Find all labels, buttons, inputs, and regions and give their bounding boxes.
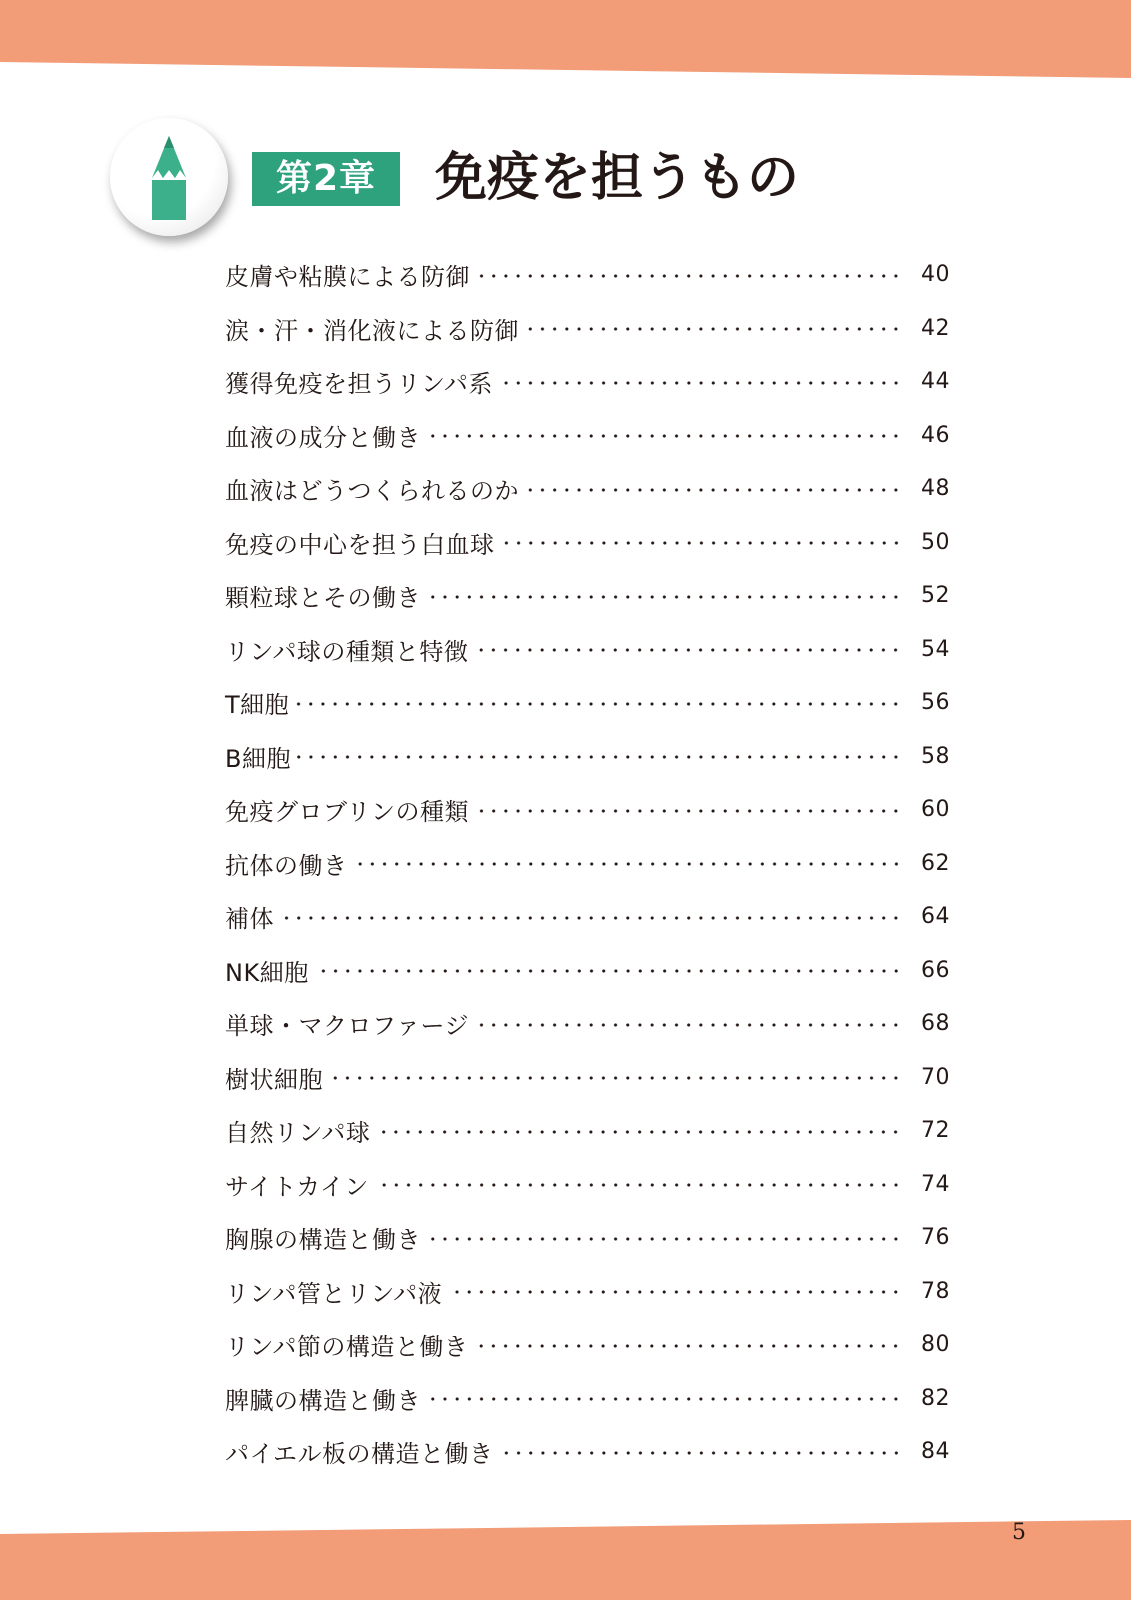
toc-entry-title: 自然リンパ球 bbox=[225, 1119, 371, 1148]
toc-entry[interactable] bbox=[225, 569, 950, 623]
toc-entry-page: 84 bbox=[921, 1439, 950, 1465]
toc-entry[interactable] bbox=[225, 302, 950, 356]
toc-entry[interactable] bbox=[225, 783, 950, 837]
chapter-title: 免疫を担うもの bbox=[435, 148, 800, 208]
toc-entry-page: 56 bbox=[921, 690, 950, 716]
toc-entry-title: 顆粒球とその働き bbox=[225, 584, 421, 613]
toc-dot-leader bbox=[475, 809, 902, 813]
toc-entry[interactable] bbox=[225, 1211, 950, 1265]
toc-entry[interactable] bbox=[225, 409, 950, 463]
toc-entry-page: 44 bbox=[921, 369, 950, 395]
toc-entry-page: 42 bbox=[921, 315, 950, 341]
toc-entry-title: B細胞 bbox=[225, 744, 291, 773]
toc-entry-title: 胸腺の構造と働き bbox=[225, 1226, 421, 1255]
toc-entry-title: サイトカイン bbox=[225, 1172, 369, 1201]
toc-dot-leader bbox=[500, 1451, 902, 1455]
toc-entry[interactable] bbox=[225, 730, 950, 784]
toc-entry[interactable] bbox=[225, 1104, 950, 1158]
toc-entry-page: 60 bbox=[921, 797, 950, 823]
toc-entry-title: 脾臓の構造と働き bbox=[225, 1386, 421, 1415]
toc-dot-leader bbox=[474, 1344, 902, 1348]
toc-dot-leader bbox=[427, 434, 902, 438]
toc-entry[interactable] bbox=[225, 623, 950, 677]
toc-entry[interactable] bbox=[225, 1425, 950, 1479]
top-band bbox=[0, 0, 1131, 80]
toc-entry-title: 樹状細胞 bbox=[225, 1065, 323, 1094]
toc-entry[interactable] bbox=[225, 516, 950, 570]
pencil-icon bbox=[110, 118, 228, 236]
toc-entry-page: 70 bbox=[921, 1064, 950, 1090]
toc-entry-title: 免疫の中心を担う白血球 bbox=[225, 530, 495, 559]
page-number: 5 bbox=[1012, 1520, 1026, 1545]
toc-entry-title: リンパ節の構造と働き bbox=[225, 1333, 469, 1362]
toc-dot-leader bbox=[329, 1076, 902, 1080]
toc-dot-leader bbox=[427, 595, 902, 599]
toc-entry-page: 54 bbox=[921, 636, 950, 662]
toc-entry-title: 抗体の働き bbox=[225, 851, 348, 880]
toc-entry-page: 68 bbox=[921, 1011, 950, 1037]
toc-entry-page: 50 bbox=[921, 529, 950, 555]
toc-dot-leader bbox=[525, 327, 902, 331]
pencil-badge bbox=[110, 118, 228, 236]
toc-entry-page: 58 bbox=[921, 743, 950, 769]
toc-entry[interactable] bbox=[225, 676, 950, 730]
toc-entry[interactable] bbox=[225, 248, 950, 302]
toc-entry-page: 74 bbox=[921, 1171, 950, 1197]
toc-entry-title: NK細胞 bbox=[225, 958, 309, 987]
toc-dot-leader bbox=[427, 1397, 902, 1401]
toc-dot-leader bbox=[354, 862, 903, 866]
toc-entry-title: 補体 bbox=[225, 905, 274, 934]
toc-entry-title: 血液の成分と働き bbox=[225, 423, 421, 452]
toc-dot-leader bbox=[499, 381, 902, 385]
toc-entry-page: 48 bbox=[921, 476, 950, 502]
toc-entry[interactable] bbox=[225, 837, 950, 891]
toc-entry-page: 76 bbox=[921, 1225, 950, 1251]
toc-entry[interactable] bbox=[225, 1158, 950, 1212]
toc-entry[interactable] bbox=[225, 944, 950, 998]
toc-entry[interactable] bbox=[225, 890, 950, 944]
toc-dot-leader bbox=[280, 916, 902, 920]
toc-dot-leader bbox=[376, 1130, 902, 1134]
toc-entry-title: 血液はどうつくられるのか bbox=[225, 477, 519, 506]
toc-entry-page: 52 bbox=[921, 583, 950, 609]
toc-entry-title: 涙・汗・消化液による防御 bbox=[225, 316, 519, 345]
toc-entry-page: 78 bbox=[921, 1278, 950, 1304]
toc-entry[interactable] bbox=[225, 1372, 950, 1426]
table-of-contents bbox=[225, 248, 950, 1479]
toc-entry-page: 72 bbox=[921, 1118, 950, 1144]
toc-entry-page: 62 bbox=[921, 850, 950, 876]
toc-entry-title: 免疫グロブリンの種類 bbox=[225, 798, 470, 827]
toc-entry-title: リンパ管とリンパ液 bbox=[225, 1279, 443, 1308]
toc-dot-leader bbox=[501, 541, 903, 545]
toc-entry[interactable] bbox=[225, 1265, 950, 1319]
toc-dot-leader bbox=[315, 969, 902, 973]
toc-dot-leader bbox=[427, 1237, 902, 1241]
toc-entry[interactable] bbox=[225, 1318, 950, 1372]
toc-dot-leader bbox=[525, 488, 902, 492]
toc-entry-page: 64 bbox=[921, 904, 950, 930]
toc-entry-page: 80 bbox=[921, 1332, 950, 1358]
toc-dot-leader bbox=[448, 1290, 902, 1294]
toc-dot-leader bbox=[474, 648, 902, 652]
chapter-label: 第2章 bbox=[252, 152, 400, 206]
toc-dot-leader bbox=[476, 274, 902, 278]
toc-entry-title: T細胞 bbox=[225, 691, 290, 720]
toc-entry-title: パイエル板の構造と働き bbox=[225, 1440, 494, 1469]
toc-entry-title: 単球・マクロファージ bbox=[225, 1012, 470, 1041]
toc-entry[interactable] bbox=[225, 997, 950, 1051]
toc-entry-page: 66 bbox=[921, 957, 950, 983]
toc-entry[interactable] bbox=[225, 355, 950, 409]
toc-entry[interactable] bbox=[225, 1051, 950, 1105]
toc-dot-leader bbox=[295, 702, 902, 706]
toc-entry-page: 82 bbox=[921, 1385, 950, 1411]
toc-entry[interactable] bbox=[225, 462, 950, 516]
toc-entry-title: リンパ球の種類と特徴 bbox=[225, 637, 469, 666]
toc-dot-leader bbox=[375, 1183, 902, 1187]
toc-dot-leader bbox=[475, 1023, 902, 1027]
toc-dot-leader bbox=[297, 755, 902, 759]
toc-entry-title: 皮膚や粘膜による防御 bbox=[225, 263, 470, 292]
bottom-band bbox=[0, 1520, 1131, 1600]
toc-entry-title: 獲得免疫を担うリンパ系 bbox=[225, 370, 493, 399]
toc-entry-page: 40 bbox=[921, 262, 950, 288]
toc-entry-page: 46 bbox=[921, 422, 950, 448]
